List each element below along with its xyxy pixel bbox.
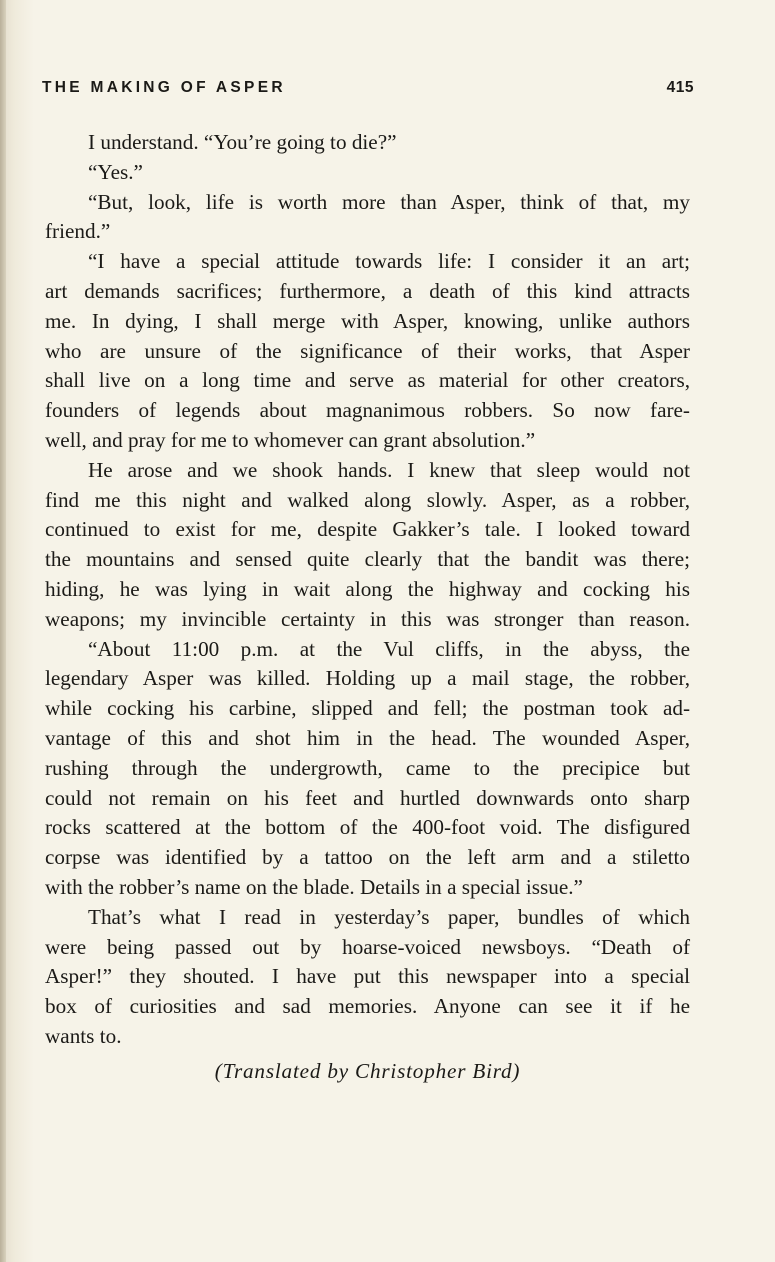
text-line: rocks scattered at the bottom of the 400-foot void. The disfigured — [45, 815, 690, 840]
text-line: while cocking his carbine, slipped and fell; the postman took ad- — [45, 696, 690, 721]
text-line: art demands sacrifices; furthermore, a death of this kind attracts — [45, 278, 690, 303]
text-line: were being passed out by hoarse-voiced newsboys. “Death of — [45, 934, 690, 959]
text-line: continued to exist for me, despite Gakker’s tale. I looked toward — [45, 517, 690, 542]
text-line: rushing through the undergrowth, came to the precipice but — [45, 755, 690, 780]
text-line: could not remain on his feet and hurtled downwards onto sharp — [45, 785, 690, 810]
text-line: me. In dying, I shall merge with Asper, knowing, unlike authors — [45, 308, 690, 333]
text-line: corpse was identified by a tattoo on the left arm and a stiletto — [45, 845, 690, 870]
text-line: Asper!” they shouted. I have put this newspaper into a special — [45, 964, 690, 989]
text-line: vantage of this and shot him in the head. The wounded Asper, — [45, 725, 690, 750]
text-line: hiding, he was lying in wait along the highway and cocking his — [45, 576, 690, 601]
body-text — [45, 128, 690, 1087]
page-header — [42, 79, 694, 101]
text-line: weapons; my invincible certainty in this was stronger than reason. — [45, 606, 690, 631]
text-line: That’s what I read in yesterday’s paper, bundles of which — [88, 904, 690, 929]
text-line: “I have a special attitude towards life: I consider it an art; — [88, 249, 690, 274]
text-line: “About 11:00 p.m. at the Vul cliffs, in the abyss, the — [88, 636, 690, 661]
text-line: well, and pray for me to whomever can grant absolution.” — [45, 427, 536, 452]
text-line: the mountains and sensed quite clearly that the bandit was there; — [45, 547, 690, 572]
running-head: THE MAKING OF ASPER — [42, 79, 286, 96]
text-line: with the robber’s name on the blade. Details in a special issue.” — [45, 874, 583, 899]
text-line: shall live on a long time and serve as material for other creators, — [45, 368, 690, 393]
translator-credit: (Translated by Christopher Bird) — [214, 1058, 521, 1083]
text-line: find me this night and walked along slowly. Asper, as a robber, — [45, 487, 690, 512]
text-line: legendary Asper was killed. Holding up a mail stage, the robber, — [45, 666, 690, 691]
text-line: founders of legends about magnanimous robbers. So now fare- — [45, 398, 690, 423]
text-line: “Yes.” — [88, 159, 143, 184]
text-line: “But, look, life is worth more than Asper, think of that, my — [88, 189, 690, 214]
text-line: He arose and we shook hands. I knew that sleep would not — [88, 457, 690, 482]
text-line: box of curiosities and sad memories. Anyone can see it if he — [45, 994, 690, 1019]
page-binding-edge — [0, 0, 6, 1262]
text-line: wants to. — [45, 1023, 122, 1048]
text-line: who are unsure of the significance of their works, that Asper — [45, 338, 690, 363]
page-number: 415 — [666, 79, 694, 96]
text-line: friend.” — [45, 219, 111, 244]
text-line: I understand. “You’re going to die?” — [88, 130, 397, 154]
